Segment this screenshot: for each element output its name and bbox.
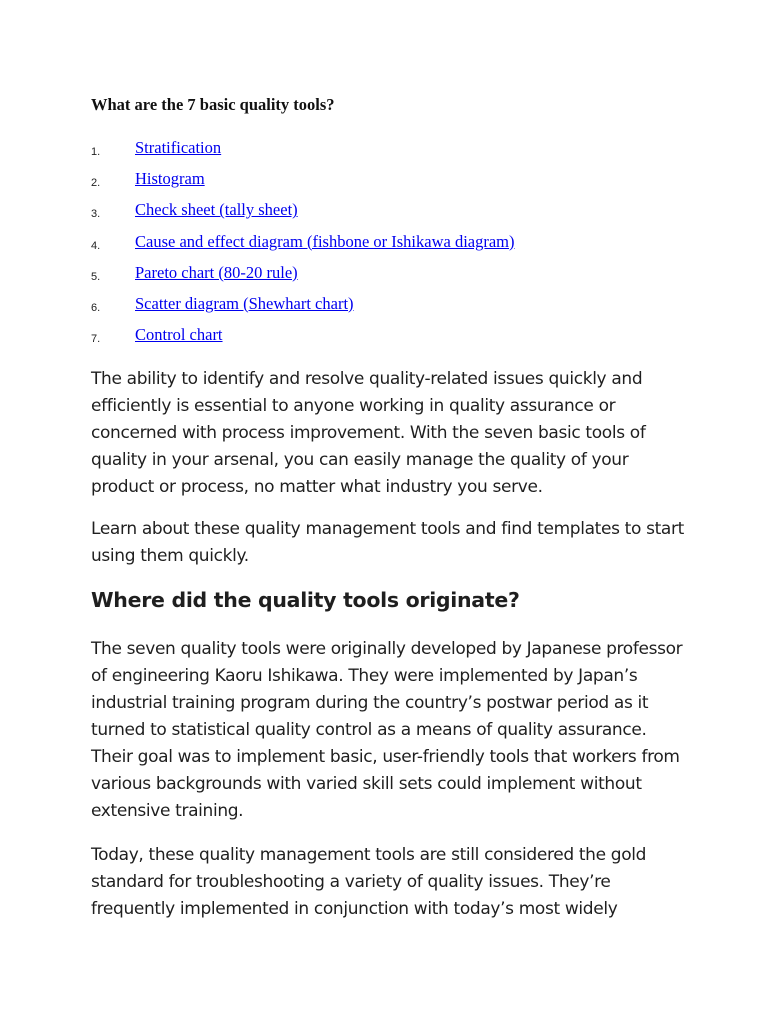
list-item-number: 3.	[91, 208, 101, 221]
origin-heading: Where did the quality tools originate?	[91, 588, 520, 612]
list-item-number: 2.	[91, 177, 101, 190]
link-histogram[interactable]: Histogram	[135, 169, 205, 189]
list-item-number: 5.	[91, 270, 101, 283]
intro-paragraph-2: Learn about these quality management tools and find templates to start using them quickly.	[91, 519, 684, 566]
link-control-chart[interactable]: Control chart	[135, 325, 223, 345]
link-check-sheet[interactable]: Check sheet (tally sheet)	[135, 200, 298, 220]
list-item-number: 4.	[91, 239, 101, 252]
link-stratification[interactable]: Stratification	[135, 138, 222, 157]
origin-paragraph-1: The seven quality tools were originally developed by Japanese professor of engineering Kaoru Ishikawa. They were implemented by Japan’s industrial training program during the country’s postwar period as it turned to statistical quality control as a means of quality assurance. Their goal was to implement basic, user-friendly tools that workers from various backgrounds with varied skill sets could implement without extensive training.	[91, 639, 683, 821]
origin-paragraph-2: Today, these quality management tools are still considered the gold standard for troubleshooting a variety of quality issues. They’re frequently implemented in conjunction with today’s most widely	[91, 845, 647, 919]
link-scatter-diagram[interactable]: Scatter diagram (Shewhart chart)	[135, 293, 354, 313]
list-item-number: 6.	[91, 301, 101, 314]
list-item-number: 1.	[91, 146, 101, 158]
list-item-number: 7.	[91, 333, 101, 346]
link-cause-and-effect-diagram[interactable]: Cause and effect diagram (fishbone or Ishikawa diagram)	[135, 231, 515, 251]
link-pareto-chart[interactable]: Pareto chart (80-20 rule)	[135, 262, 298, 282]
list-heading: What are the 7 basic quality tools?	[91, 95, 335, 114]
intro-paragraph-1: The ability to identify and resolve quality-related issues quickly and efficiently is essential to anyone working in quality assurance or concerned with process improvement. With the seven basic tools of quality in your arsenal, you can easily manage the quality of your product or process, no matter what industry you serve.	[91, 369, 646, 497]
